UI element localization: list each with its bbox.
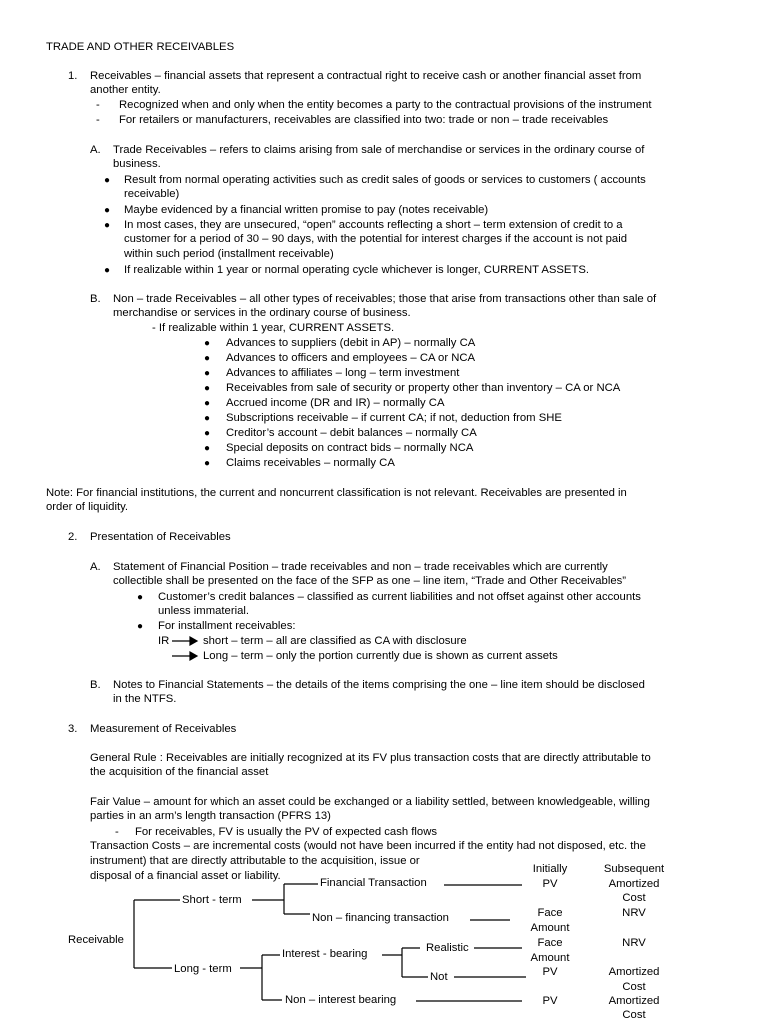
bullet-icon: ● bbox=[204, 413, 211, 424]
transaction-costs-line3: disposal of a financial asset or liability. bbox=[90, 870, 281, 882]
fair-value-line2: parties in an arm’s length transaction (PFRS 13) bbox=[90, 810, 331, 822]
trade-bullet-1-line2: receivable) bbox=[124, 188, 180, 200]
bullet-icon: ● bbox=[104, 175, 111, 186]
list-item: Accrued income (DR and IR) – normally CA bbox=[226, 397, 445, 409]
list-item: Advances to affiliates – long – term investment bbox=[226, 367, 460, 379]
financial-subsequent-value-line2: Cost bbox=[622, 892, 646, 904]
ir-long-term: Long – term – only the portion currently due is shown as current assets bbox=[203, 650, 558, 662]
non-financing-initial-value-line2: Amount bbox=[530, 922, 570, 934]
non-trade-receivables-line2: merchandise or services in the ordinary course of business. bbox=[113, 307, 411, 319]
not-initial-value: PV bbox=[542, 966, 558, 978]
subsequent-column-header: Subsequent bbox=[603, 863, 665, 875]
sfp-line1: Statement of Financial Position – trade receivables and non – trade receivables which are currently bbox=[113, 561, 608, 573]
bullet-icon: ● bbox=[104, 265, 111, 276]
bullet-icon: ● bbox=[204, 368, 211, 379]
non-financing-subsequent-value: NRV bbox=[622, 907, 646, 919]
trade-bullet-1-line1: Result from normal operating activities such as credit sales of goods or services to customers ( accounts bbox=[124, 174, 646, 186]
fair-value-line1: Fair Value – amount for which an asset could be exchanged or a liability settled, between knowledgeable, willing bbox=[90, 796, 650, 808]
non-financing-initial-value-line1: Face bbox=[537, 907, 563, 919]
sfp-line2: collectible shall be presented on the face of the SFP as one – line item, “Trade and Other Receivables” bbox=[113, 575, 627, 587]
credit-balances-line1: Customer’s credit balances – classified as current liabilities and not offset against other accounts bbox=[158, 591, 641, 603]
transaction-costs-line1: Transaction Costs – are incremental costs (would not have been incurred if the entity had not disposed, etc. the bbox=[90, 840, 646, 852]
dash-marker: - bbox=[96, 114, 100, 126]
ir-short-term: short – term – all are classified as CA with disclosure bbox=[203, 635, 467, 647]
not-subsequent-value-line2: Cost bbox=[622, 981, 646, 993]
list-item: Creditor’s account – debit balances – normally CA bbox=[226, 427, 477, 439]
bullet-icon: ● bbox=[204, 443, 211, 454]
ntfs-line2: in the NTFS. bbox=[113, 693, 177, 705]
realistic-label: Realistic bbox=[426, 942, 469, 954]
non-trade-realizable-note: - If realizable within 1 year, CURRENT ASSETS. bbox=[152, 322, 395, 334]
non-interest-initial-value: PV bbox=[542, 995, 558, 1007]
bullet-icon: ● bbox=[137, 621, 144, 632]
trade-bullet-3-line2: customer for a period of 30 – 90 days, with the potential for interest charges if the account is not paid bbox=[124, 233, 627, 245]
non-interest-subsequent-value-line1: Amortized bbox=[608, 995, 660, 1007]
subsection-b-label: B. bbox=[90, 293, 101, 305]
bullet-icon: ● bbox=[204, 383, 211, 394]
non-trade-receivables-line1: Non – trade Receivables – all other types of receivables; those that arise from transactions other than sale of bbox=[113, 293, 657, 305]
note-line2: order of liquidity. bbox=[46, 501, 129, 513]
not-label: Not bbox=[430, 971, 448, 983]
credit-balances-line2: unless immaterial. bbox=[158, 605, 250, 617]
trade-bullet-4: If realizable within 1 year or normal operating cycle whichever is longer, CURRENT ASSETS. bbox=[124, 264, 590, 276]
trade-receivables-line1: Trade Receivables – refers to claims arising from sale of merchandise or services in the ordinary course of bbox=[113, 144, 645, 156]
trade-bullet-2: Maybe evidenced by a financial written promise to pay (notes receivable) bbox=[124, 204, 489, 216]
financial-transaction-label: Financial Transaction bbox=[320, 877, 427, 889]
non-interest-bearing-label: Non – interest bearing bbox=[285, 994, 397, 1006]
bullet-icon: ● bbox=[104, 220, 111, 231]
transaction-costs-line2: instrument) that are directly attributable to the acquisition, issue or bbox=[90, 855, 420, 867]
bullet-icon: ● bbox=[204, 338, 211, 349]
section-1-dash-item-2: For retailers or manufacturers, receivables are classified into two: trade or non – trade receivables bbox=[119, 114, 609, 126]
realistic-initial-value-line2: Amount bbox=[530, 952, 570, 964]
list-item: Claims receivables – normally CA bbox=[226, 457, 395, 469]
section-1-definition-line2: another entity. bbox=[90, 84, 161, 96]
fair-value-dash-item: For receivables, FV is usually the PV of expected cash flows bbox=[135, 826, 438, 838]
presentation-b-label: B. bbox=[90, 679, 101, 691]
section-2-heading: Presentation of Receivables bbox=[90, 531, 231, 543]
non-interest-subsequent-value-line2: Cost bbox=[622, 1009, 646, 1021]
trade-receivables-line2: business. bbox=[113, 158, 161, 170]
realistic-subsequent-value: NRV bbox=[622, 937, 646, 949]
long-term-label: Long - term bbox=[174, 963, 232, 975]
non-financing-label: Non – financing transaction bbox=[312, 912, 449, 924]
financial-initial-value: PV bbox=[542, 878, 558, 890]
section-1-number: 1. bbox=[68, 70, 78, 82]
ntfs-line1: Notes to Financial Statements – the details of the items comprising the one – line item should be disclosed bbox=[113, 679, 645, 691]
presentation-a-label: A. bbox=[90, 561, 101, 573]
general-rule-line2: the acquisition of the financial asset bbox=[90, 766, 269, 778]
section-1-dash-item-1: Recognized when and only when the entity becomes a party to the contractual provisions of the instrument bbox=[119, 99, 652, 111]
bullet-icon: ● bbox=[204, 398, 211, 409]
trade-bullet-3-line3: within such period (installment receivable) bbox=[124, 248, 334, 260]
short-term-label: Short - term bbox=[182, 894, 242, 906]
document-title: TRADE AND OTHER RECEIVABLES bbox=[46, 41, 235, 53]
bullet-icon: ● bbox=[104, 205, 111, 216]
section-2-number: 2. bbox=[68, 531, 78, 543]
list-item: Subscriptions receivable – if current CA; if not, deduction from SHE bbox=[226, 412, 562, 424]
bullet-icon: ● bbox=[204, 353, 211, 364]
subsection-a-label: A. bbox=[90, 144, 101, 156]
section-3-heading: Measurement of Receivables bbox=[90, 723, 237, 735]
receivable-root-label: Receivable bbox=[68, 934, 124, 946]
list-item: Advances to officers and employees – CA or NCA bbox=[226, 352, 476, 364]
installment-receivables-label: For installment receivables: bbox=[158, 620, 296, 632]
ir-label: IR bbox=[158, 635, 170, 647]
section-1-definition-line1: Receivables – financial assets that represent a contractual right to receive cash or another financial asset from bbox=[90, 70, 642, 82]
list-item: Special deposits on contract bids – normally NCA bbox=[226, 442, 474, 454]
dash-marker: - bbox=[115, 826, 119, 838]
section-3-number: 3. bbox=[68, 723, 78, 735]
initially-column-header: Initially bbox=[532, 863, 568, 875]
trade-bullet-3-line1: In most cases, they are unsecured, “open” accounts reflecting a short – term extension of credit to a bbox=[124, 219, 623, 231]
bullet-icon: ● bbox=[204, 428, 211, 439]
ir-short-arrow-head bbox=[190, 637, 197, 645]
bullet-icon: ● bbox=[137, 592, 144, 603]
general-rule-line1: General Rule : Receivables are initially recognized at its FV plus transaction costs that are directly attributable to bbox=[90, 752, 651, 764]
note-line1: Note: For financial institutions, the current and noncurrent classification is not relevant. Receivables are presented in bbox=[46, 487, 627, 499]
list-item: Receivables from sale of security or property other than inventory – CA or NCA bbox=[226, 382, 621, 394]
bullet-icon: ● bbox=[204, 458, 211, 469]
interest-bearing-label: Interest - bearing bbox=[282, 948, 368, 960]
list-item: Advances to suppliers (debit in AP) – normally CA bbox=[226, 337, 476, 349]
ir-long-arrow-head bbox=[190, 652, 197, 660]
dash-marker: - bbox=[96, 99, 100, 111]
not-subsequent-value-line1: Amortized bbox=[608, 966, 660, 978]
realistic-initial-value-line1: Face bbox=[537, 937, 563, 949]
financial-subsequent-value-line1: Amortized bbox=[608, 878, 660, 890]
